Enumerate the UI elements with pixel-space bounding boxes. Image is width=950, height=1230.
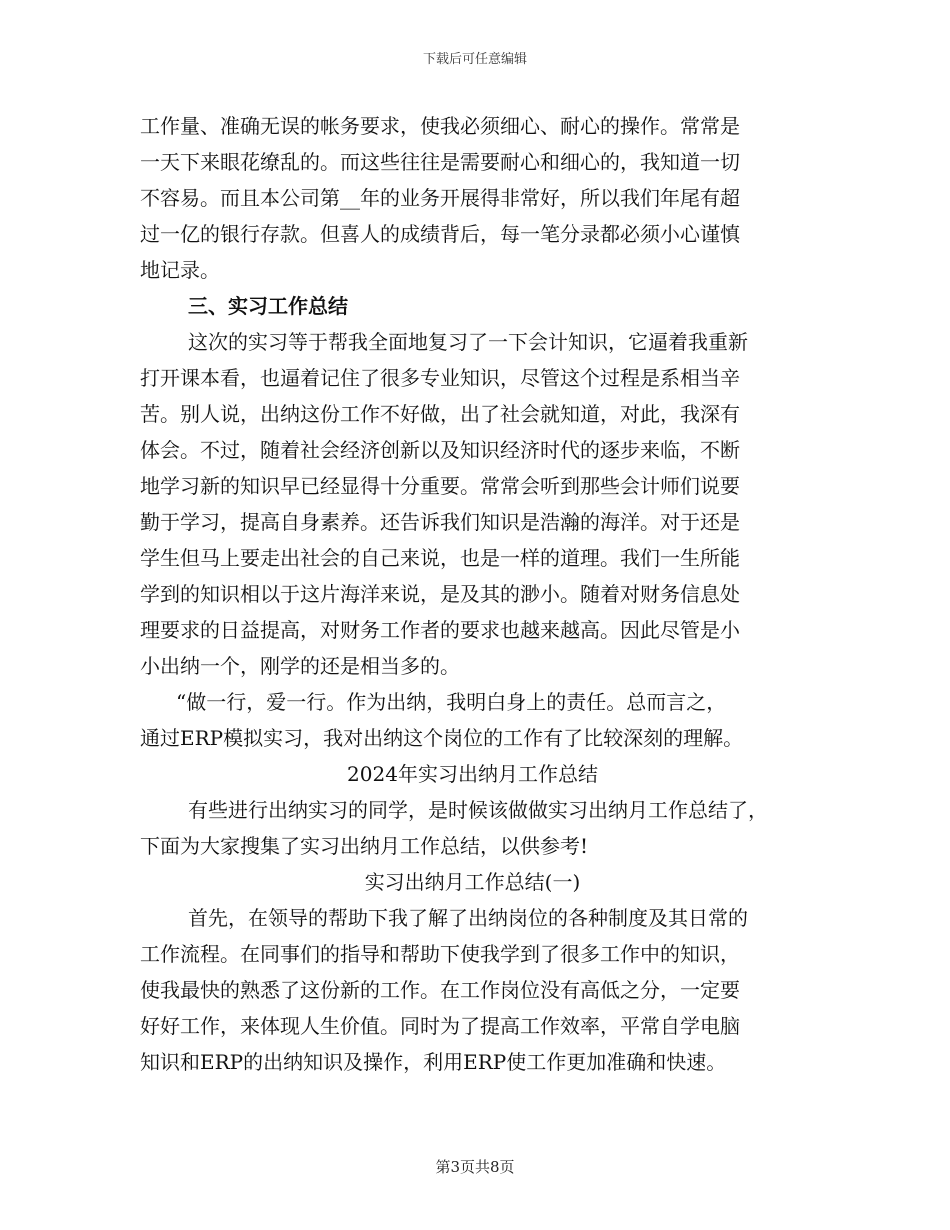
text-line: 过一亿的银行存款。但喜人的成绩背后，每一笔分录都必须小心谨慎 [140,222,740,246]
text-line: 下面为大家搜集了实习出纳月工作总结，以供参考! [140,834,589,858]
page-header: 下载后可任意编辑 [422,52,527,67]
text-line: 打开课本看，也逼着记住了很多专业知识，尽管这个过程是系相当辛 [140,366,740,390]
text-line: 理要求的日益提高，对财务工作者的要求也越来越高。因此尽管是小 [140,618,740,642]
text-line: 地学习新的知识早已经显得十分重要。常常会听到那些会计师们说要 [140,474,740,498]
text-line: 苦。别人说，出纳这份工作不好做，出了社会就知道，对此，我深有 [140,402,740,426]
text-line: 通过ERP模拟实习，我对出纳这个岗位的工作有了比较深刻的理解。 [140,726,744,750]
text-line: “做一行，爱一行。作为出纳，我明白身上的责任。总而言之， [176,690,727,714]
page-number: 第3页共8页 [435,1158,515,1176]
text-line: 勤于学习，提高自身素养。还告诉我们知识是浩瀚的海洋。对于还是 [140,510,740,534]
text-line: 学生但马上要走出社会的自己来说，也是一样的道理。我们一生所能 [140,546,740,570]
text-line: 首先，在领导的帮助下我了解了出纳岗位的各种制度及其日常的 [188,906,748,930]
text-line: 体会。不过，随着社会经济创新以及知识经济时代的逐步来临，不断 [140,438,740,462]
text-line: 知识和ERP的出纳知识及操作，利用ERP使工作更加准确和快速。 [140,1050,727,1074]
document-title: 2024年实习出纳月工作总结 [347,762,598,786]
text-line: 小出纳一个，刚学的还是相当多的。 [140,654,460,678]
text-line: 一天下来眼花缭乱的。而这些往往是需要耐心和细心的，我知道一切 [140,150,740,174]
text-line: 学到的知识相以于这片海洋来说，是及其的渺小。随着对财务信息处 [140,582,740,606]
text-line: 地记录。 [140,258,220,282]
text-line: 使我最快的熟悉了这份新的工作。在工作岗位没有高低之分，一定要 [140,978,740,1002]
text-line: 不容易。而且本公司第__年的业务开展得非常好，所以我们年尾有超 [140,186,740,210]
section-heading: 三、实习工作总结 [188,294,348,318]
text-line: 这次的实习等于帮我全面地复习了一下会计知识，它逼着我重新 [188,330,748,354]
document-subtitle: 实习出纳月工作总结(一) [364,870,581,894]
text-line: 有些进行出纳实习的同学，是时候该做做实习出纳月工作总结了， [188,798,768,822]
text-line: 好好工作，来体现人生价值。同时为了提高工作效率，平常自学电脑 [140,1014,740,1038]
text-line: 工作流程。在同事们的指导和帮助下使我学到了很多工作中的知识， [140,942,740,966]
text-line: 工作量、准确无误的帐务要求，使我必须细心、耐心的操作。常常是 [140,114,740,138]
document-body [140,108,805,1080]
